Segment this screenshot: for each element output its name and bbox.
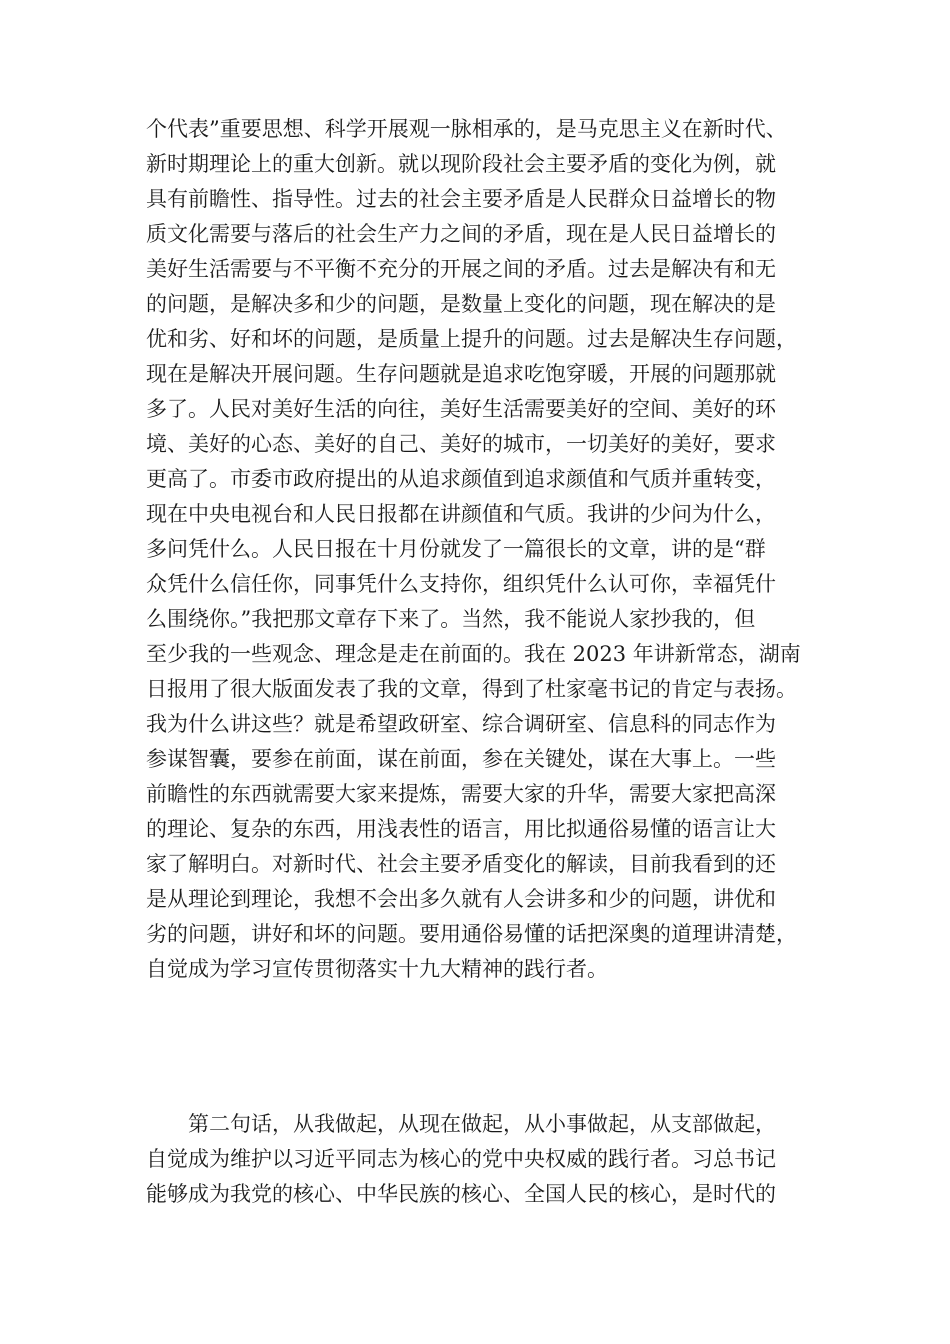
text-line: 现在是解决开展问题。生存问题就是追求吃饱穿暖，开展的问题那就: [146, 362, 776, 386]
paragraph-2: [146, 1107, 806, 1212]
text-line: 劣的问题，讲好和坏的问题。要用通俗易懂的话把深奥的道理讲清楚，: [146, 922, 797, 946]
text-line: 的问题，是解决多和少的问题，是数量上变化的问题，现在解决的是: [146, 292, 776, 316]
text-line: 新时期理论上的重大创新。就以现阶段社会主要矛盾的变化为例，就: [146, 152, 776, 176]
text-line: 优和劣、好和坏的问题，是质量上提升的问题。过去是解决生存问题，: [146, 327, 797, 351]
text-line: 前瞻性的东西就需要大家来提炼，需要大家的升华，需要大家把高深: [146, 782, 776, 806]
text-line: 众凭什么信任你，同事凭什么支持你，组织凭什么认可你，幸福凭什: [146, 572, 776, 596]
text-line: 么围绕你。”我把那文章存下来了。当然，我不能说人家抄我的，但: [146, 607, 756, 631]
text-line: 第二句话，从我做起，从现在做起，从小事做起，从支部做起，: [146, 1112, 776, 1136]
text-line: 自觉成为学习宣传贯彻落实十九大精神的践行者。: [146, 957, 608, 981]
text-line: 我为什么讲这些？就是希望政研室、综合调研室、信息科的同志作为: [146, 712, 776, 736]
text-line: 自觉成为维护以习近平同志为核心的党中央权威的践行者。习总书记: [146, 1147, 776, 1171]
text-line: 是从理论到理论，我想不会出多久就有人会讲多和少的问题，讲优和: [146, 887, 776, 911]
text-line: 个代表”重要思想、科学开展观一脉相承的，是马克思主义在新时代、: [146, 117, 787, 141]
text-line: 现在中央电视台和人民日报都在讲颜值和气质。我讲的少问为什么，: [146, 502, 776, 526]
text-line: 日报用了很大版面发表了我的文章，得到了杜家毫书记的肯定与表扬。: [146, 677, 797, 701]
text-line: 能够成为我党的核心、中华民族的核心、全国人民的核心，是时代的: [146, 1182, 776, 1206]
text-line: 具有前瞻性、指导性。过去的社会主要矛盾是人民群众日益增长的物: [146, 187, 776, 211]
text-line: 参谋智囊，要参在前面，谋在前面，参在关键处，谋在大事上。一些: [146, 747, 776, 771]
paragraph-1: [146, 112, 806, 987]
text-line: 美好生活需要与不平衡不充分的开展之间的矛盾。过去是解决有和无: [146, 257, 776, 281]
text-line: 家了解明白。对新时代、社会主要矛盾变化的解读，目前我看到的还: [146, 852, 776, 876]
text-line: 的理论、复杂的东西，用浅表性的语言，用比拟通俗易懂的语言让大: [146, 817, 776, 841]
text-line: 至少我的一些观念、理念是走在前面的。我在 2023 年讲新常态，湖南: [146, 642, 801, 666]
text-line: 多了。人民对美好生活的向往，美好生活需要美好的空间、美好的环: [146, 397, 776, 421]
text-line: 更高了。市委市政府提出的从追求颜值到追求颜值和气质并重转变，: [146, 467, 776, 491]
text-line: 境、美好的心态、美好的自己、美好的城市，一切美好的美好，要求: [146, 432, 776, 456]
text-line: 多问凭什么。人民日报在十月份就发了一篇很长的文章，讲的是“群: [146, 537, 766, 561]
text-line: 质文化需要与落后的社会生产力之间的矛盾，现在是人民日益增长的: [146, 222, 776, 246]
